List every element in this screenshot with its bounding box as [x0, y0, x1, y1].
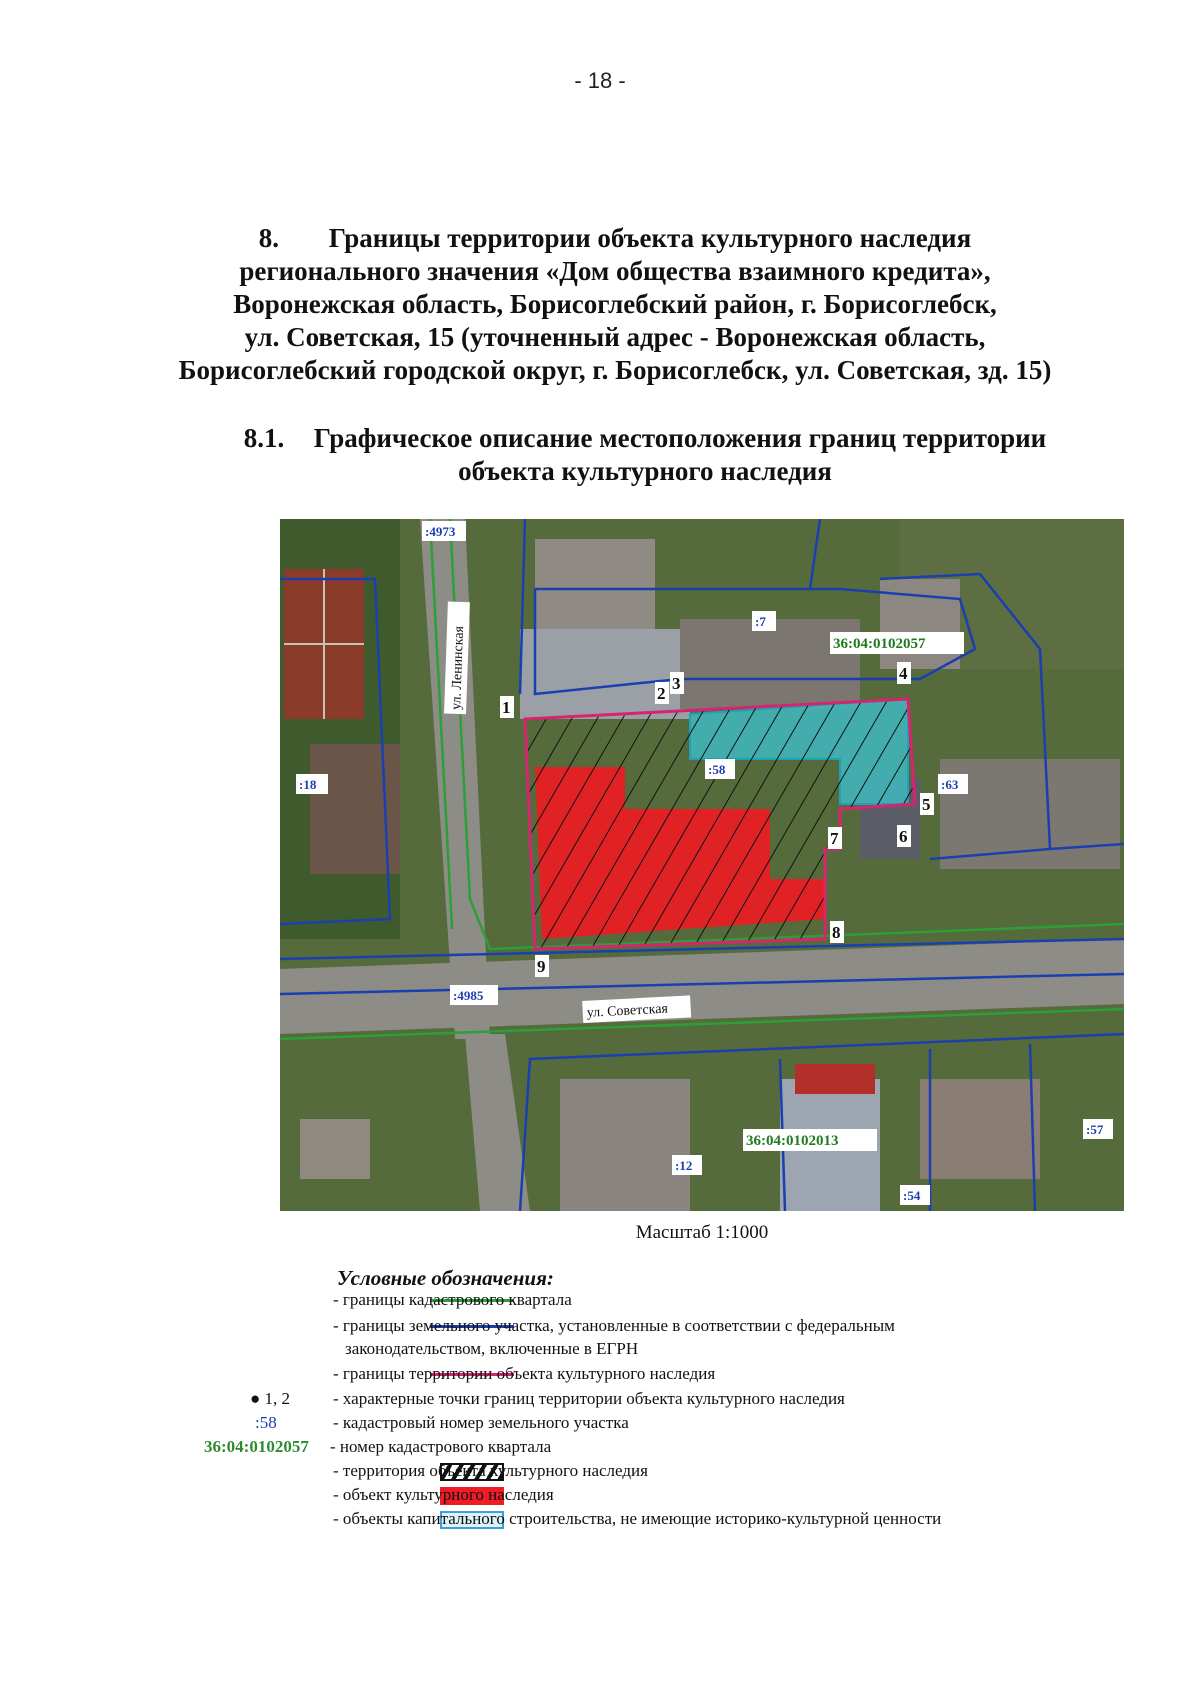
subheading-line-1: Графическое описание местоположения границ территории — [313, 423, 1047, 453]
svg-text::57: :57 — [1086, 1122, 1104, 1137]
legend-item-heritage-territory — [0, 1461, 1200, 1485]
quarter-number-symbol: 36:04:0102057 — [204, 1437, 309, 1456]
heading-line-1: Границы территории объекта культурного наследия — [328, 223, 972, 253]
point-7 — [828, 827, 842, 849]
heading-line-5: Борисоглебский городской округ, г. Борисоглебск, ул. Советская, зд. 15) — [178, 355, 1052, 385]
svg-text::58: :58 — [708, 762, 726, 777]
parcel-label-4985 — [450, 985, 498, 1005]
street-label-leninskaya — [444, 602, 470, 715]
point-5 — [920, 793, 934, 815]
cadastral-map — [280, 519, 1124, 1211]
legend-item-characteristic-points — [0, 1389, 1200, 1413]
points-symbol: ● 1, 2 — [250, 1389, 291, 1408]
svg-text:7: 7 — [830, 829, 839, 848]
point-2 — [655, 682, 669, 704]
parcel-number-symbol: :58 — [255, 1413, 277, 1432]
building-north-1 — [535, 539, 655, 629]
page-number: - 18 - — [574, 68, 626, 93]
parcel-label-54 — [900, 1185, 930, 1205]
svg-text:5: 5 — [922, 795, 931, 814]
svg-text:ул. Советская: ул. Советская — [586, 1001, 669, 1021]
legend-item-heritage-object — [0, 1485, 1200, 1509]
point-8 — [830, 921, 844, 943]
svg-text::54: :54 — [903, 1188, 921, 1203]
point-4 — [897, 662, 911, 684]
map-scale: Масштаб 1:1000 — [635, 1222, 769, 1243]
legend-text: - объекты капитального строительства, не имеющие историко-культурной ценности — [333, 1509, 942, 1528]
svg-text::7: :7 — [755, 614, 766, 629]
legend-item-plot-boundary-continued — [0, 1339, 1200, 1363]
svg-text:9: 9 — [537, 957, 546, 976]
legend-item-territory-boundary — [0, 1364, 1200, 1388]
parcel-label-18 — [296, 774, 328, 794]
subsection-number: 8.1. — [243, 423, 285, 453]
svg-text:2: 2 — [657, 684, 666, 703]
legend-item-plot-boundary — [0, 1316, 1200, 1340]
section-number: 8. — [258, 223, 280, 253]
map-svg — [280, 519, 1124, 1211]
building-south-3 — [920, 1079, 1040, 1179]
quarter-label-0102057 — [830, 632, 964, 654]
parcel-label-57 — [1083, 1119, 1113, 1139]
point-6 — [897, 825, 911, 847]
svg-text::63: :63 — [941, 777, 959, 792]
point-3 — [670, 672, 684, 694]
legend-item-quarter-number — [0, 1437, 1200, 1461]
legend-text: - границы территории объекта культурного наследия — [333, 1364, 716, 1383]
building-south-red-roof — [795, 1064, 875, 1094]
svg-text:8: 8 — [832, 923, 841, 942]
parcel-label-7 — [752, 611, 776, 631]
point-1 — [500, 696, 514, 718]
heading-line-3: Воронежская область, Борисоглебский район, г. Борисоглебск, — [233, 289, 997, 319]
legend-text: - территория объекта культурного наследия — [333, 1461, 648, 1480]
building-southwest — [300, 1119, 370, 1179]
heading-line-4: ул. Советская, 15 (уточненный адрес - Воронежская область, — [244, 322, 986, 352]
legend-text: законодательством, включенные в ЕГРН — [345, 1339, 639, 1358]
subsection-heading — [150, 422, 1140, 488]
legend-text: - номер кадастрового квартала — [330, 1437, 552, 1456]
legend-text: - характерные точки границ территории объекта культурного наследия — [333, 1389, 845, 1408]
svg-text::12: :12 — [675, 1158, 693, 1173]
svg-text:36:04:0102013: 36:04:0102013 — [746, 1133, 839, 1149]
svg-text:3: 3 — [672, 674, 681, 693]
quarter-label-0102013 — [743, 1129, 877, 1151]
svg-text::4985: :4985 — [453, 988, 484, 1003]
svg-text::4973: :4973 — [425, 524, 456, 539]
heading-line-2: регионального значения «Дом общества взаимного кредита», — [239, 256, 991, 286]
svg-text:ул. Ленинская: ул. Ленинская — [449, 625, 468, 711]
legend-item-capital-construction — [0, 1509, 1200, 1533]
legend-text: - кадастровый номер земельного участка — [333, 1413, 629, 1432]
legend-title: Условные обозначения: — [337, 1266, 554, 1290]
parcel-label-63 — [938, 774, 968, 794]
svg-text:6: 6 — [899, 827, 908, 846]
point-9 — [535, 955, 549, 977]
building-north-2 — [520, 629, 690, 719]
svg-text::18: :18 — [299, 777, 317, 792]
legend-item-quarter-boundary — [0, 1290, 1200, 1314]
parcel-label-58 — [705, 759, 735, 779]
parcel-label-4973 — [422, 521, 466, 541]
legend-text: - объект культурного наследия — [333, 1485, 554, 1504]
svg-text:1: 1 — [502, 698, 511, 717]
legend-item-parcel-number — [0, 1413, 1200, 1437]
parcel-label-12 — [672, 1155, 702, 1175]
building-south-1 — [560, 1079, 693, 1211]
svg-text:4: 4 — [899, 664, 908, 683]
svg-text:36:04:0102057: 36:04:0102057 — [833, 636, 926, 652]
legend-text: - границы земельного участка, установленные в соответствии с федеральным — [333, 1316, 895, 1335]
subheading-line-2: объекта культурного наследия — [458, 456, 832, 486]
legend-text: - границы кадастрового квартала — [333, 1290, 572, 1309]
section-heading — [150, 222, 1080, 387]
